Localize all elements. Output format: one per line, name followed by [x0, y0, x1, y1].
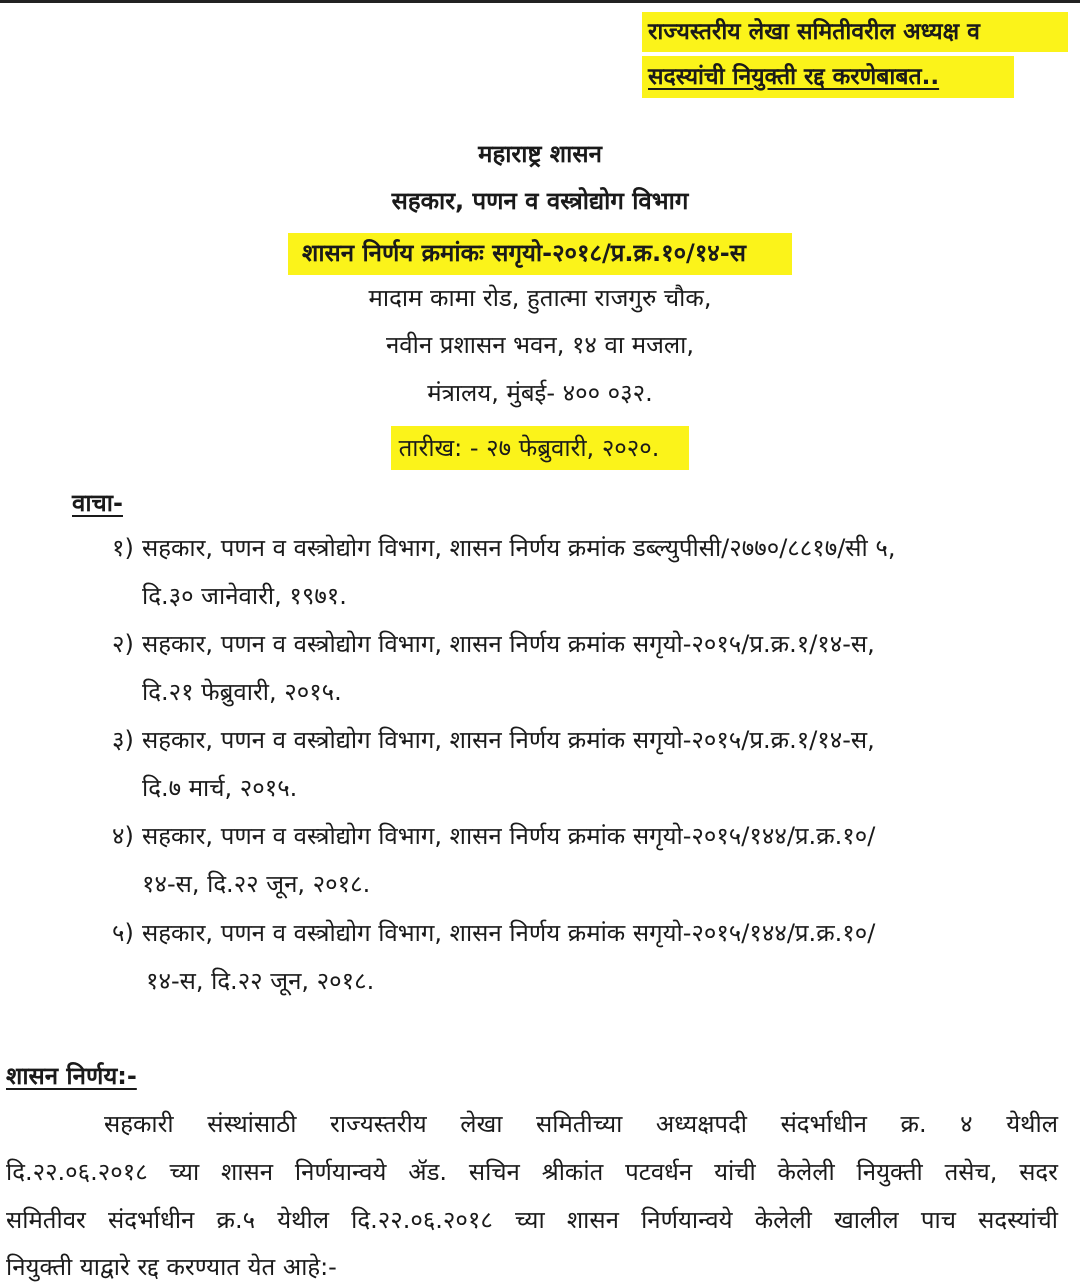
- reference-4-line-2: १४-स, दि.२२ जून, २०१८.: [142, 870, 371, 898]
- decision-paragraph-line-3: समितीवर संदर्भाधीन क्र.५ येथील दि.२२.०६.२०१८ च्या शासन निर्णयान्वये केलेली खालील पाच सदस्यांची: [6, 1206, 1058, 1234]
- reference-3-line-1: [112, 722, 875, 758]
- reference-5-line-2: १४-स, दि.२२ जून, २०१८.: [146, 967, 375, 995]
- decision-paragraph-line-4: नियुक्ती याद्वारे रद्द करण्यात येत आहे:-: [6, 1253, 337, 1281]
- reference-text: सहकार, पणन व वस्त्रोद्योग विभाग, शासन निर्णय क्रमांक डब्ल्युपीसी/२७७०/८८१७/सी ५,: [142, 534, 896, 562]
- decision-paragraph-line-1: सहकारी संस्थांसाठी राज्यस्तरीय लेखा समितीच्या अध्यक्षपदी संदर्भाधीन क्र. ४ येथील: [104, 1110, 1058, 1138]
- reference-text: सहकार, पणन व वस्त्रोद्योग विभाग, शासन निर्णय क्रमांक सगृयो-२०१५/१४४/प्र.क्र.१०/: [142, 919, 876, 947]
- address-line-2: नवीन प्रशासन भवन, १४ वा मजला,: [385, 331, 695, 359]
- reference-1-line-2: दि.३० जानेवारी, १९७१.: [142, 582, 347, 610]
- reference-text: सहकार, पणन व वस्त्रोद्योग विभाग, शासन निर्णय क्रमांक सगृयो-२०१५/प्र.क्र.१/१४-स,: [142, 726, 875, 754]
- gr-number-row: [0, 233, 1080, 275]
- subject-line-1: राज्यस्तरीय लेखा समितीवरील अध्यक्ष व: [642, 12, 1068, 52]
- reference-text: सहकार, पणन व वस्त्रोद्योग विभाग, शासन निर्णय क्रमांक सगृयो-२०१५/प्र.क्र.१/१४-स,: [142, 630, 875, 658]
- government-name: महाराष्ट्र शासन: [478, 140, 602, 168]
- reference-1-line-1: [112, 530, 895, 566]
- read-heading: वाचा-: [72, 489, 123, 517]
- subject-line-2: सदस्यांची नियुक्ती रद्द करणेबाबत..: [642, 56, 1014, 98]
- reference-text: सहकार, पणन व वस्त्रोद्योग विभाग, शासन निर्णय क्रमांक सगृयो-२०१५/१४४/प्र.क्र.१०/: [142, 822, 876, 850]
- reference-number: ५): [112, 919, 134, 947]
- reference-4-line-1: [112, 818, 875, 854]
- decision-paragraph-line-2: दि.२२.०६.२०१८ च्या शासन निर्णयान्वये ॲड. सचिन श्रीकांत पटवर्धन यांची केलेली नियुक्ती तसेच, सदर: [6, 1158, 1058, 1186]
- reference-2-line-2: दि.२१ फेब्रुवारी, २०१५.: [142, 678, 342, 706]
- reference-number: २): [112, 630, 134, 658]
- reference-5-line-1: [112, 915, 875, 951]
- date-row: [0, 426, 1080, 470]
- issue-date: तारीख: - २७ फेब्रुवारी, २०२०.: [391, 426, 690, 470]
- reference-number: ४): [112, 822, 134, 850]
- department-name: सहकार, पणन व वस्त्रोद्योग विभाग: [391, 187, 689, 215]
- reference-3-line-2: दि.७ मार्च, २०१५.: [142, 774, 298, 802]
- reference-number: ३): [112, 726, 134, 754]
- top-border: [0, 0, 1080, 3]
- address-line-3: मंत्रालय, मुंबई- ४०० ०३२.: [427, 379, 653, 407]
- reference-2-line-1: [112, 626, 875, 662]
- decision-heading: शासन निर्णय:-: [6, 1062, 137, 1090]
- address-line-1: मादाम कामा रोड, हुतात्मा राजगुरु चौक,: [368, 284, 712, 312]
- reference-number: १): [112, 534, 134, 562]
- gr-number: शासन निर्णय क्रमांकः सगृयो-२०१८/प्र.क्र.१०/१४-स: [288, 233, 792, 275]
